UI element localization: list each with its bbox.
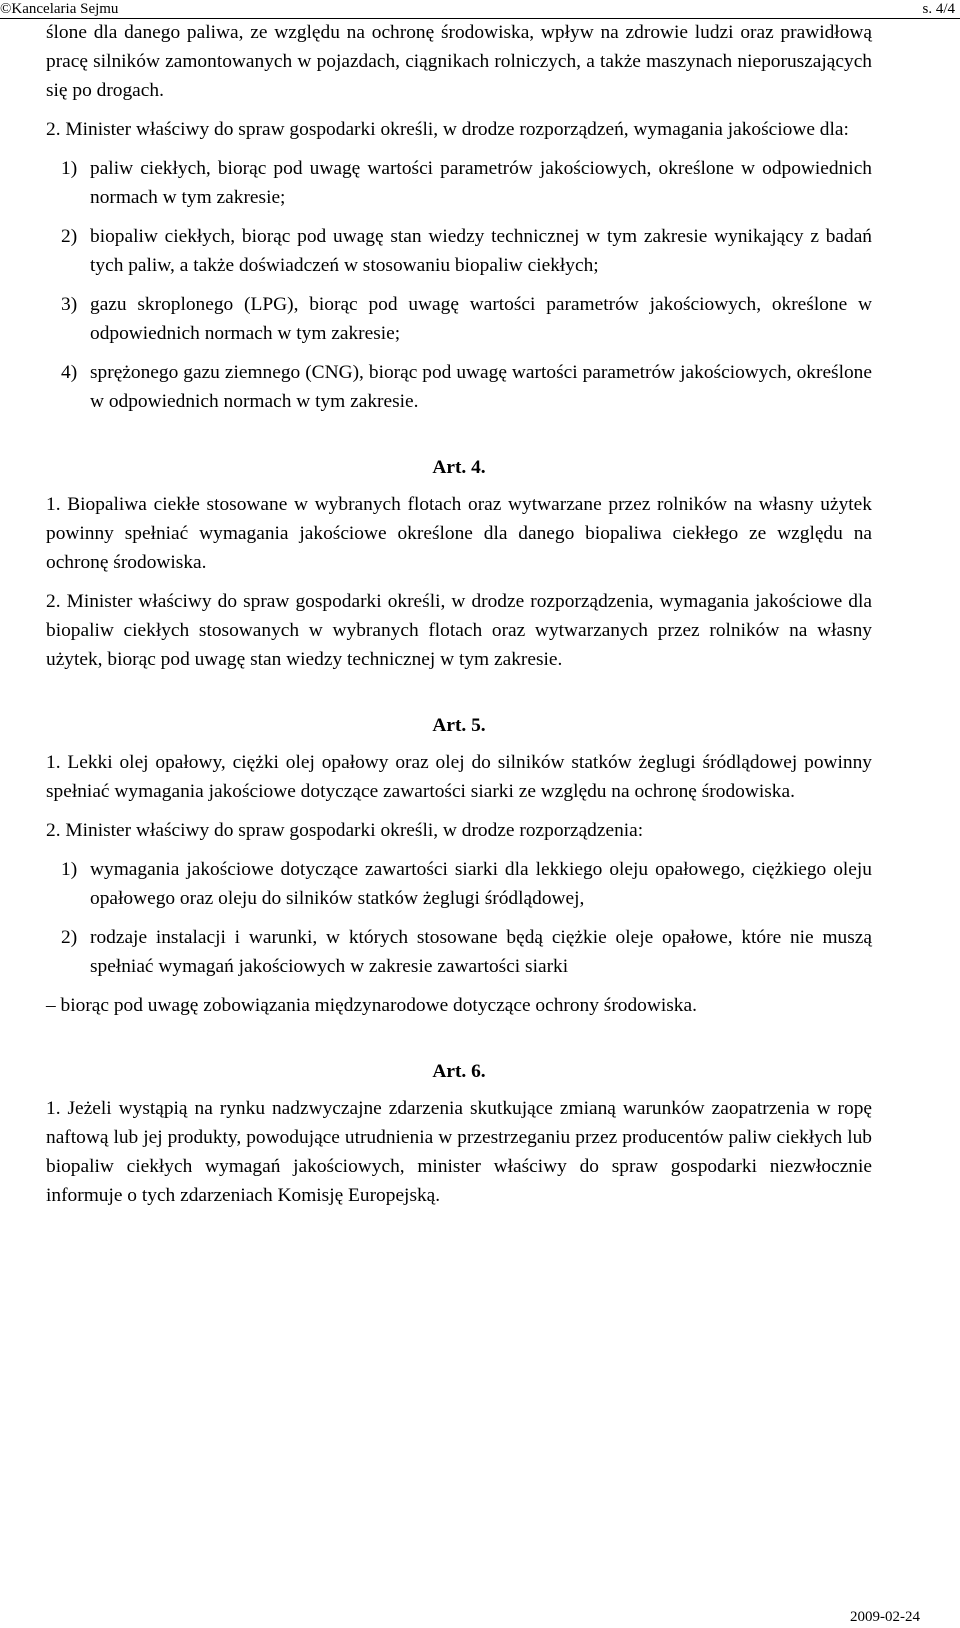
art3-list-item xyxy=(61,154,872,212)
art3-continuation: ślone dla danego paliwa, ze względu na ochronę środowiska, wpływ na zdrowie ludzi oraz prawidłową pracę silników zamontowanych w pojazdach, ciągnikach rolniczych, a także maszynach nieporuszających się po drogach. xyxy=(46,22,872,101)
art3-list-item xyxy=(61,290,872,348)
list-item-number: 3) xyxy=(61,294,78,315)
article-4-title: Art. 4. xyxy=(432,457,486,478)
article-5-title: Art. 5. xyxy=(432,715,486,736)
art4-paragraph-2: 2. Minister właściwy do spraw gospodarki określi, w drodze rozporządzenia, wymagania jakościowe dla biopaliw ciekłych stosowanych w wybranych flotach oraz wytwarzanych przez rolników na własny użytek, biorąc pod uwagę stan wiedzy technicznej w tym zakresie. xyxy=(46,591,872,670)
header-publisher: ©Kancelaria Sejmu xyxy=(0,1,119,17)
list-item-text: sprężonego gazu ziemnego (CNG), biorąc pod uwagę wartości parametrów jakościowych, określone w odpowiednich normach w tym zakresie. xyxy=(90,362,872,412)
art5-paragraph-1: 1. Lekki olej opałowy, ciężki olej opałowy oraz olej do silników statków żeglugi śródlądowej powinny spełniać wymagania jakościowe dotyczące zawartości siarki ze względu na ochronę środowiska. xyxy=(46,752,872,802)
list-item-number: 2) xyxy=(61,226,78,247)
list-item-number: 1) xyxy=(61,158,78,179)
document-body xyxy=(46,18,872,1220)
art3-list-item xyxy=(61,358,872,416)
list-item-text: rodzaje instalacji i warunki, w których stosowane będą ciężkie oleje opałowe, które nie muszą spełniać wymagań jakościowych w zakresie zawartości siarki xyxy=(90,927,872,977)
list-item-text: gazu skroplonego (LPG), biorąc pod uwagę wartości parametrów jakościowych, określone w odpowiednich normach w tym zakresie; xyxy=(90,294,872,344)
article-6-title: Art. 6. xyxy=(432,1061,486,1082)
art3-paragraph-2: 2. Minister właściwy do spraw gospodarki określi, w drodze rozporządzeń, wymagania jakościowe dla: xyxy=(46,119,849,140)
list-item-text: wymagania jakościowe dotyczące zawartości siarki dla lekkiego oleju opałowego, ciężkiego oleju opałowego oraz oleju do silników statków żeglugi śródlądowej, xyxy=(90,859,872,909)
list-item-number: 4) xyxy=(61,362,78,383)
art5-list-item xyxy=(61,923,872,981)
list-item-number: 2) xyxy=(61,927,78,948)
art4-paragraph-1: 1. Biopaliwa ciekłe stosowane w wybranych flotach oraz wytwarzane przez rolników na własny użytek powinny spełniać wymagania jakościowe określone dla danego biopaliwa ciekłego ze względu na ochronę środowiska. xyxy=(46,494,872,573)
footer-date: 2009-02-24 xyxy=(850,1609,920,1625)
list-item-text: biopaliw ciekłych, biorąc pod uwagę stan wiedzy technicznej w tym zakresie wynikający z badań tych paliw, a także doświadczeń w stosowaniu biopaliw ciekłych; xyxy=(90,226,872,276)
art5-closing-clause: – biorąc pod uwagę zobowiązania międzynarodowe dotyczące ochrony środowiska. xyxy=(46,995,697,1016)
art6-paragraph-1: 1. Jeżeli wystąpią na rynku nadzwyczajne zdarzenia skutkujące zmianą warunków zaopatrzenia w ropę naftową lub jej produkty, powodujące utrudnienia w przestrzeganiu przez producentów paliw ciekłych lub biopaliw ciekłych wymagań jakościowych, minister właściwy do spraw gospodarki niezwłocznie informuje o tych zdarzeniach Komisję Europejską. xyxy=(46,1098,872,1206)
header-page-number: s. 4/4 xyxy=(922,1,955,17)
art5-paragraph-2: 2. Minister właściwy do spraw gospodarki określi, w drodze rozporządzenia: xyxy=(46,820,644,841)
list-item-text: paliw ciekłych, biorąc pod uwagę wartości parametrów jakościowych, określone w odpowiednich normach w tym zakresie; xyxy=(90,158,872,208)
art5-list-item xyxy=(61,855,872,913)
list-item-number: 1) xyxy=(61,859,78,880)
art3-list-item xyxy=(61,222,872,280)
page-header xyxy=(0,0,960,20)
